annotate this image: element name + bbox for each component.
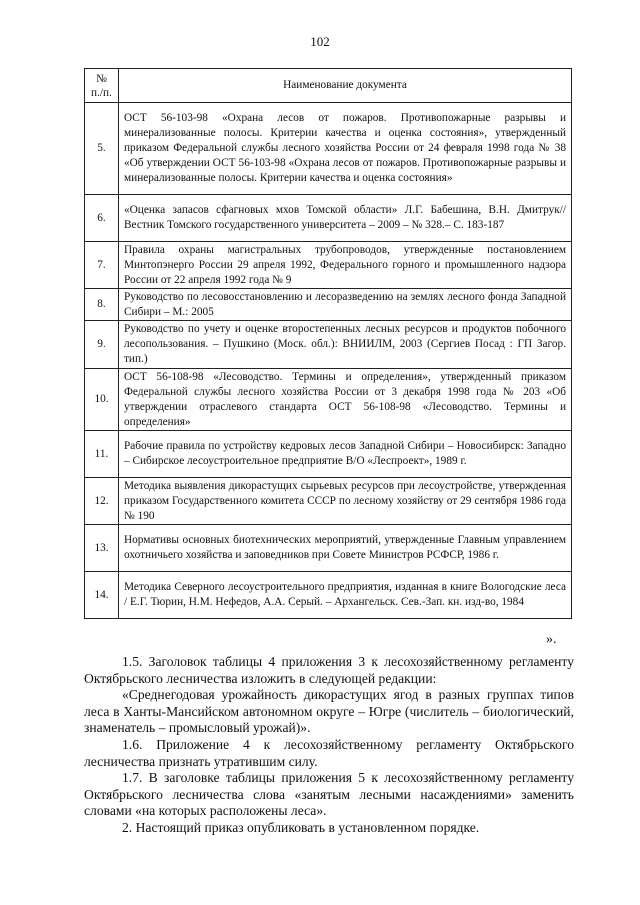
table-row: [85, 431, 572, 478]
row-number: 8.: [85, 289, 119, 321]
documents-table: [84, 68, 572, 619]
row-document: Методика выявления дикорастущих сырьевых ресурсов при лесоустройстве, утвержденная приказом Государственного комитета СССР по лесному хозяйству от 29 сентября 1986 года № 190: [119, 478, 572, 525]
row-number: 7.: [85, 242, 119, 289]
row-number: 10.: [85, 369, 119, 431]
header-document-name: Наименование документа: [119, 69, 572, 103]
table-header-row: [85, 69, 572, 103]
row-number: 11.: [85, 431, 119, 478]
paragraph-1-5: 1.5. Заголовок таблицы 4 приложения 3 к лесохозяйственному регламенту Октябрьского лесничества изложить в следующей редакции:: [84, 654, 574, 686]
paragraph-1-6: 1.6. Приложение 4 к лесохозяйственному регламенту Октябрьского лесничества признать утратившим силу.: [84, 736, 574, 769]
table-row: [85, 195, 572, 242]
row-number: 5.: [85, 103, 119, 195]
table-row: [85, 525, 572, 572]
table-row: [85, 289, 572, 321]
table-row: [85, 103, 572, 195]
row-document: ОСТ 56-103-98 «Охрана лесов от пожаров. Противопожарные разрывы и минерализованные полосы. Критерии качества и оценка состояния», утвержденный приказом Федеральной службы лесного хозяйства России от 24 февраля 1998 года № 38 «Об утверждении ОСТ 56-103-98 «Охрана лесов от пожаров. Противопожарные разрывы и минерализованные полосы. Критерии качества и оценка состояния»: [119, 103, 572, 195]
row-number: 14.: [85, 572, 119, 619]
paragraph-1-7: 1.7. В заголовке таблицы приложения 5 к лесохозяйственному регламенту Октябрьского лесничества слова «занятым лесными насаждениями» заменить словами «на которых расположены леса».: [84, 770, 574, 819]
row-document: Нормативы основных биотехнических мероприятий, утвержденные Главным управлением охотничьего хозяйства и заповедников при Совете Министров РСФСР, 1986 г.: [119, 525, 572, 572]
row-document: Правила охраны магистральных трубопроводов, утвержденные постановлением Минтопэнерго России 29 апреля 1992, Федерального горного и промышленного надзора России от 22 апреля 1992 года № 9: [119, 242, 572, 289]
row-number: 9.: [85, 321, 119, 369]
table-row: [85, 242, 572, 289]
table-row: [85, 478, 572, 525]
row-document: «Оценка запасов сфагновых мхов Томской области» Л.Г. Бабешина, В.Н. Дмитрук// Вестник Томского государственного университета – 2009 – № 328.– С. 183-187: [119, 195, 572, 242]
row-document: ОСТ 56-108-98 «Лесоводство. Термины и определения», утвержденный приказом Федеральной службы лесного хозяйства России от 3 декабря 1998 года № 203 «Об утверждении отраслевого стандарта ОСТ 56-108-98 «Лесоводство. Термины и определения»: [119, 369, 572, 431]
row-document: Руководство по учету и оценке второстепенных лесных ресурсов и продуктов побочного лесопользования. – Пушкино (Моск. обл.): ВНИИЛМ, 2003 (Сергиев Посад : ГП Загор. тип.): [119, 321, 572, 369]
row-document: Руководство по лесовосстановлению и лесоразведению на землях лесного фонда Западной Сибири – М.: 2005: [119, 289, 572, 321]
row-number: 12.: [85, 478, 119, 525]
row-document: Методика Северного лесоустроительного предприятия, изданная в книге Вологодские леса / Е.Г. Тюрин, Н.М. Нефедов, А.А. Серый. – Архангельск. Сев.-Зап. кн. изд-во, 1984: [119, 572, 572, 619]
paragraph-2: 2. Настоящий приказ опубликовать в установленном порядке.: [122, 819, 480, 835]
table-row: [85, 369, 572, 431]
row-number: 6.: [85, 195, 119, 242]
paragraph-quote: «Среднегодовая урожайность дикорастущих ягод в разных группах типов леса в Ханты-Мансийском автономном округе – Югре (числитель – биологический, знаменатель – промысловый урожай)».: [84, 687, 574, 736]
header-number: № п./п.: [85, 69, 119, 103]
table-row: [85, 321, 572, 369]
page-number: 102: [310, 34, 330, 49]
closing-quote: ».: [546, 632, 557, 647]
amendment-text: [84, 654, 574, 837]
row-document: Рабочие правила по устройству кедровых лесов Западной Сибири – Новосибирск: Западно – Сибирское лесоустроительное предприятие В/О «Леспроект», 1989 г.: [119, 431, 572, 478]
row-number: 13.: [85, 525, 119, 572]
table-row: [85, 572, 572, 619]
